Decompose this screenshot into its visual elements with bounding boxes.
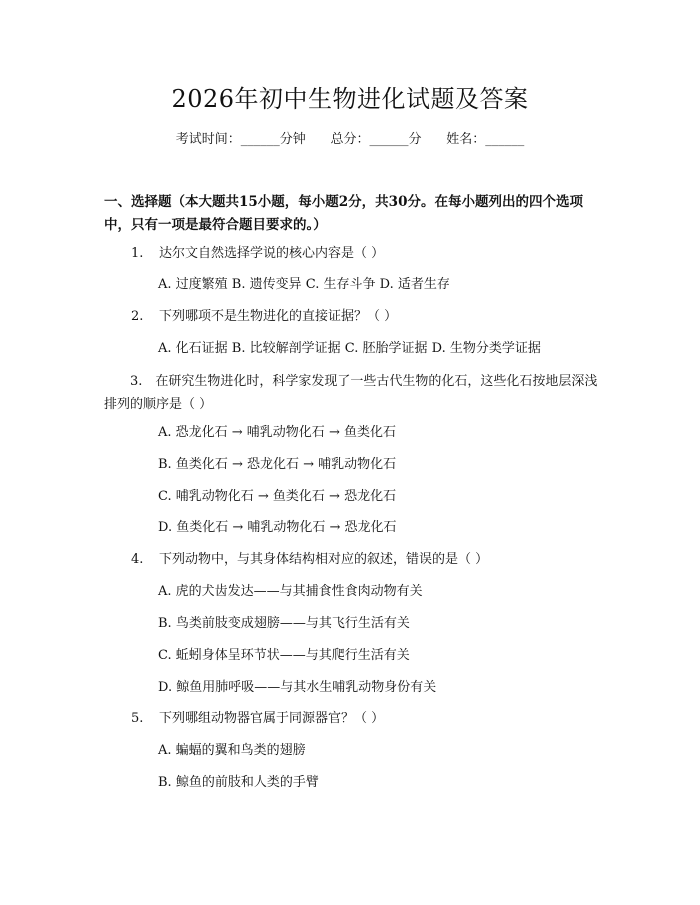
exam-info-line: 考试时间：______分钟 总分：______分 姓名：______: [175, 132, 525, 147]
question-5: [131, 709, 384, 729]
question-3-text: 3. 在研究生物进化时，科学家发现了一些古代生物的化石，这些化石按地层深浅排列的顺序是（ ）: [104, 374, 598, 412]
question-3-option-b: B. 鱼类化石 → 恐龙化石 → 哺乳动物化石: [158, 457, 397, 472]
question-number: 2.: [131, 309, 144, 324]
question-text: 下列动物中，与其身体结构相对应的叙述，错误的是（ ）: [159, 552, 489, 567]
question-number: 5.: [131, 711, 144, 726]
question-5-option-a: A. 蝙蝠的翼和鸟类的翅膀: [158, 743, 306, 758]
section-heading: 一、选择题（本大题共15小题，每小题2分，共30分。在每小题列出的四个选项中，只有一项是最符合题目要求的。）: [104, 194, 583, 233]
document-title: 2026年初中生物进化试题及答案: [171, 85, 529, 113]
question-4-option-a: A. 虎的犬齿发达——与其捕食性食肉动物有关: [158, 584, 423, 599]
question-5-option-b: B. 鲸鱼的前肢和人类的手臂: [158, 775, 319, 790]
question-text: 达尔文自然选择学说的核心内容是（ ）: [159, 246, 385, 261]
question-4-option-b: B. 鸟类前肢变成翅膀——与其飞行生活有关: [158, 616, 410, 631]
question-2-options: A. 化石证据 B. 比较解剖学证据 C. 胚胎学证据 D. 生物分类学证据: [158, 341, 541, 356]
question-1: [131, 244, 384, 264]
question-3-option-a: A. 恐龙化石 → 哺乳动物化石 → 鱼类化石: [158, 425, 396, 440]
question-4-option-c: C. 蚯蚓身体呈环节状——与其爬行生活有关: [158, 648, 410, 663]
question-text: 下列哪项不是生物进化的直接证据？（ ）: [159, 309, 398, 324]
question-4-option-d: D. 鲸鱼用肺呼吸——与其水生哺乳动物身份有关: [158, 680, 437, 695]
question-3-option-c: C. 哺乳动物化石 → 鱼类化石 → 恐龙化石: [158, 489, 397, 504]
question-4: [131, 550, 488, 570]
question-3-option-d: D. 鱼类化石 → 哺乳动物化石 → 恐龙化石: [158, 520, 397, 535]
question-1-options: A. 过度繁殖 B. 遗传变异 C. 生存斗争 D. 适者生存: [158, 277, 450, 292]
question-2: [131, 307, 397, 327]
question-number: 1.: [131, 246, 144, 261]
question-text: 下列哪组动物器官属于同源器官？（ ）: [159, 711, 385, 726]
question-number: 4.: [131, 552, 144, 567]
